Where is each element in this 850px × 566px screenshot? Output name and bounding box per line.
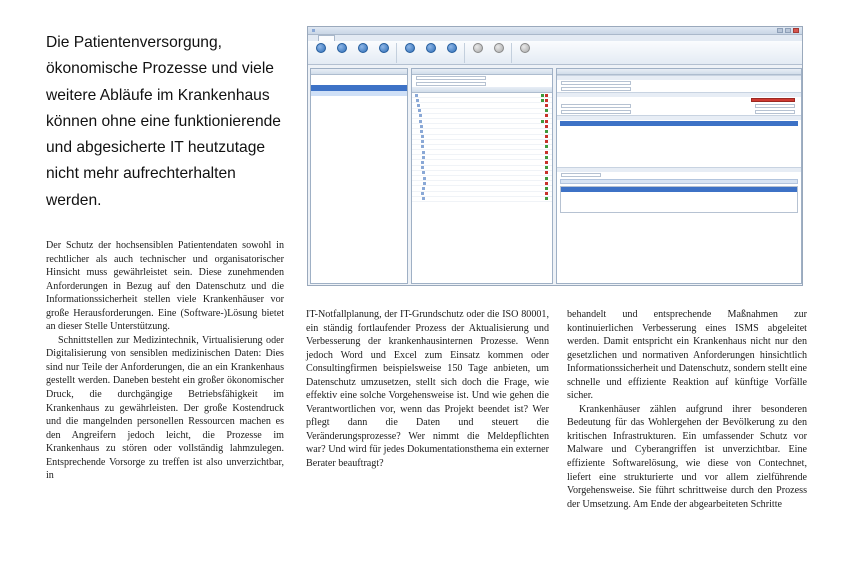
filter-input — [416, 82, 486, 86]
form-input — [755, 110, 795, 114]
ribbon-button — [469, 43, 486, 53]
list-item — [311, 96, 407, 101]
form-input — [561, 173, 601, 177]
form-section — [557, 115, 801, 120]
ribbon-tab — [372, 35, 386, 41]
tool-icon — [358, 43, 368, 53]
tool-icon — [426, 43, 436, 53]
window-titlebar — [308, 27, 802, 35]
detail-pane — [556, 68, 802, 284]
tool-icon — [405, 43, 415, 53]
ribbon-button — [312, 43, 329, 53]
list-header — [560, 179, 798, 184]
app-icon — [312, 29, 315, 32]
ribbon-button — [422, 43, 439, 53]
form-input — [561, 104, 631, 108]
form-input — [561, 81, 631, 85]
form-input — [561, 87, 631, 91]
paragraph: Der Schutz der hochsensiblen Patientendaten sowohl in rechtlicher als auch technischer und organisatorischer Hinsicht muss gewährleistet sein. Diese zunehmenden Anforderungen in Bezug auf den Datenschutz und die Informationssicherheit stellen viele Krankenhäuser vor große Herausforderungen. Eine (Software-)Lösung bietet an dieser Stelle Unterstützung. — [46, 240, 284, 333]
selection-bar — [560, 121, 798, 126]
tool-icon — [473, 43, 483, 53]
form-input — [755, 104, 795, 108]
paragraph: behandelt und entsprechende Maßnahmen zur kontinuierlichen Verbesserung eines ISMS abgeleitet werden. Damit entspricht ein Krankenhaus nicht nur den gesetzlichen und normativen Anforderungen hinsichtlich Informationssicherheit und Datenschutz, sondern stellt eine schnelle und effiziente Reaktion auf künftige Vorfälle sicher. — [567, 309, 807, 402]
navigation-pane — [310, 68, 408, 284]
ribbon-button — [516, 43, 533, 53]
lead-paragraph: Die Patientenversorgung, ökonomische Prozesse und viele weitere Abläufe im Krankenhaus können ohne eine funktionierende und abgesicherte IT heutzutage nicht mehr aufrechterhalten werden. — [46, 34, 281, 209]
form-input — [561, 110, 631, 114]
assignment-list — [560, 186, 798, 213]
ribbon-tab — [355, 35, 370, 41]
ribbon-button — [401, 43, 418, 53]
minimize-icon — [777, 28, 783, 33]
tool-icon — [379, 43, 389, 53]
ribbon-button — [333, 43, 350, 53]
ribbon-tab — [337, 35, 352, 41]
tool-icon — [447, 43, 457, 53]
tool-icon — [520, 43, 530, 53]
software-screenshot — [307, 26, 803, 286]
paragraph: Schnittstellen zur Medizintechnik, Virtualisierung oder Digitalisierung von sensiblen medizinischen Daten: Dies sind nur Teile der Anforderungen, die an ein Krankenhaus gestellt werden. Daneben besteht ein großer ökonomischer Druck, die durchgängige Betriebsfähigkeit im Krankenhaus zu gewährleisten. Der große Kostendruck und die mangelnden personellen Ressourcen machen es den Angreifern jedoch leicht, die Prozesse im Krankenhaus zu stören oder vollständig lahmzulegen. Entsprechende Vorsorge zu treffen ist also unverzichtbar, in — [46, 334, 284, 482]
window-controls — [777, 28, 802, 33]
paragraph: Krankenhäuser zählen aufgrund ihrer besonderen Bedeutung für das Wohlergehen der Bevölkerung zu den kritischen Infrastrukturen. Ein umfassender Schutz vor Malware und Cyberangriffen ist unverzichtbar. Eine effiziente Softwarelösung, wie diese von Contechnet, liefert eine strukturierte und vor allem zielführende Vorgehensweise. Sie führt schrittweise durch den Prozess der Umsetzung. Am Ende der abgearbeiteten Schritte — [567, 403, 807, 510]
ribbon-toolbar — [308, 41, 802, 65]
tool-icon — [494, 43, 504, 53]
alert-input — [751, 98, 795, 102]
list-item — [561, 207, 797, 212]
ribbon-button — [490, 43, 507, 53]
tool-icon — [316, 43, 326, 53]
tree-pane — [411, 68, 553, 284]
maximize-icon — [785, 28, 791, 33]
ribbon-button — [375, 43, 392, 53]
ribbon-button — [443, 43, 460, 53]
text-column-2 — [306, 308, 549, 471]
filter-input — [416, 76, 486, 80]
paragraph: IT-Notfallplanung, der IT-Grundschutz oder die ISO 80001, ein ständig fortlaufender Prozess der Aktualisierung und Verbesserung der krankenhausinternen Prozesse. Wenn jedoch Word und Excel zum Einsatz kommen oder Consultingfirmen beispielsweise 150 Tage anbieten, um Datenschutz umzusetzen, stellt sich doch die Frage, wie effektiv eine solche Vorgehensweise ist. Und wie gehen die Verantwortlichen vor, wenn das Projekt beendet ist? Wer pflegt dann die Daten und steuert die Veränderungsprozesse? Wer nimmt die Meldepflichten war? Und wird für jedes Dokumentationsthema ein externer Berater beauftragt? — [306, 309, 549, 470]
ribbon-tab — [318, 35, 335, 41]
form-field — [557, 172, 801, 178]
text-column-1 — [46, 239, 284, 483]
tool-icon — [337, 43, 347, 53]
close-icon — [793, 28, 799, 33]
ribbon-button — [354, 43, 371, 53]
tree-row — [412, 197, 552, 202]
text-column-3 — [567, 308, 807, 511]
